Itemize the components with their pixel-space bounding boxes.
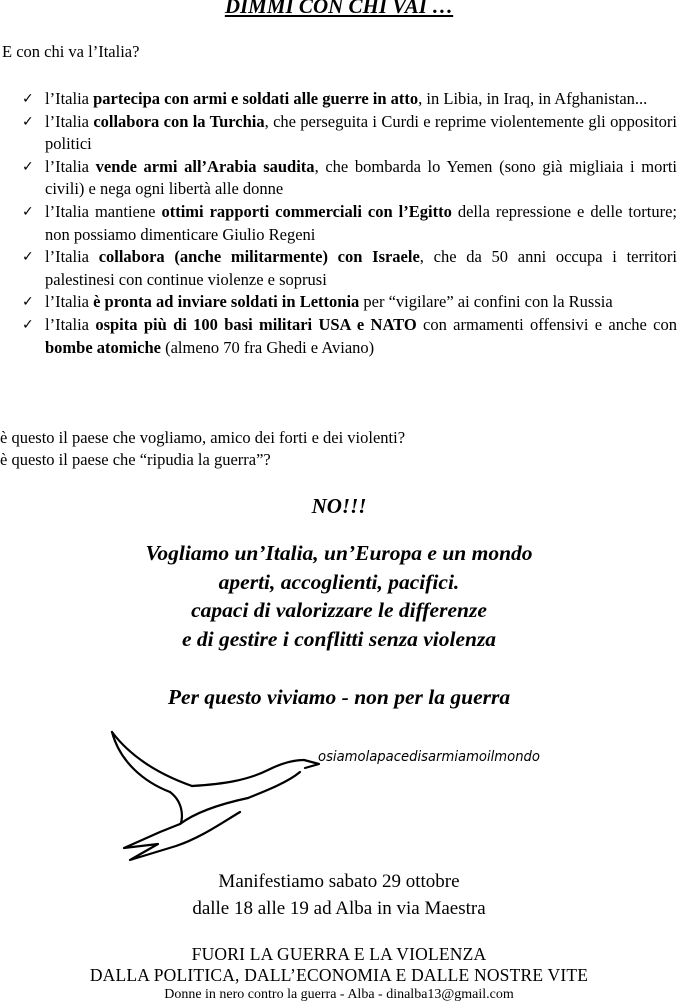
list-item: ✓ l’Italia vende armi all’Arabia saudita, che bombarda lo Yemen (sono già migliaia i morti civili) e nega ogni libertà alle donne bbox=[22, 156, 677, 199]
intro-question: E con chi va l’Italia? bbox=[2, 42, 140, 61]
slogan-line: FUORI LA GUERRA E LA VIOLENZA bbox=[191, 944, 487, 964]
vision-line: Vogliamo un’Italia, un’Europa e un mondo bbox=[145, 541, 533, 565]
event-place: dalle 18 alle 19 ad Alba in via Maestra bbox=[192, 898, 486, 919]
footer-contact: Donne in nero contro la guerra - Alba - dinalba13@gmail.com bbox=[164, 987, 514, 1002]
slogan-line: DALLA POLITICA, DALL’ECONOMIA E DALLE NOSTRE VITE bbox=[89, 965, 589, 985]
list-item: ✓ l’Italia partecipa con armi e soldati alle guerre in atto, in Libia, in Iraq, in Afghanistan... bbox=[22, 88, 677, 111]
list-item: ✓ l’Italia ospita più di 100 basi militari USA e NATO con armamenti offensivi e anche con bombe atomiche (almeno 70 fra Ghedi e Aviano) bbox=[22, 314, 678, 357]
checkmark-icon: ✓ bbox=[22, 316, 34, 333]
answer-no: NO!!! bbox=[311, 494, 367, 518]
list-item: ✓ l’Italia è pronta ad inviare soldati in Lettonia per “vigilare” ai confini con la Russia bbox=[22, 291, 677, 314]
facts-list bbox=[22, 88, 677, 359]
vision-line: capaci di valorizzare le differenze bbox=[191, 598, 487, 622]
question-repudiates-war: è questo il paese che “ripudia la guerra”? bbox=[0, 450, 271, 469]
question-friend-of-strong: è questo il paese che vogliamo, amico dei forti e dei violenti? bbox=[0, 428, 406, 447]
checkmark-icon: ✓ bbox=[22, 249, 34, 266]
checkmark-icon: ✓ bbox=[22, 203, 34, 220]
vision-line: aperti, accoglienti, pacifici. bbox=[218, 569, 460, 594]
checkmark-icon: ✓ bbox=[22, 158, 34, 175]
vision-statement bbox=[0, 539, 678, 653]
list-item: ✓ l’Italia collabora con la Turchia, che perseguita i Curdi e reprime violentemente gli oppositori politici bbox=[22, 111, 677, 154]
peace-dove-icon bbox=[100, 728, 560, 863]
event-announcement bbox=[0, 868, 678, 922]
list-item: ✓ l’Italia mantiene ottimi rapporti commerciali con l’Egitto della repressione e delle torture; non possiamo dimenticare Giulio Regeni bbox=[22, 201, 677, 244]
closing-slogan bbox=[0, 944, 678, 986]
list-item: ✓ l’Italia collabora (anche militarmente) con Israele, che da 50 anni occupa i territori palestinesi con continue violenze e soprusi bbox=[22, 247, 677, 289]
dove-slogan-text: osiamolapacedisarmiamoilmondo bbox=[318, 749, 540, 765]
checkmark-icon: ✓ bbox=[22, 294, 34, 311]
event-date: Manifestiamo sabato 29 ottobre bbox=[218, 871, 460, 892]
document-title: DIMMI CON CHI VAI … bbox=[224, 0, 454, 18]
checkmark-icon: ✓ bbox=[22, 91, 34, 107]
checkmark-icon: ✓ bbox=[22, 113, 34, 130]
vision-line: e di gestire i conflitti senza violenza bbox=[181, 626, 497, 651]
motto: Per questo viviamo - non per la guerra bbox=[167, 685, 511, 709]
